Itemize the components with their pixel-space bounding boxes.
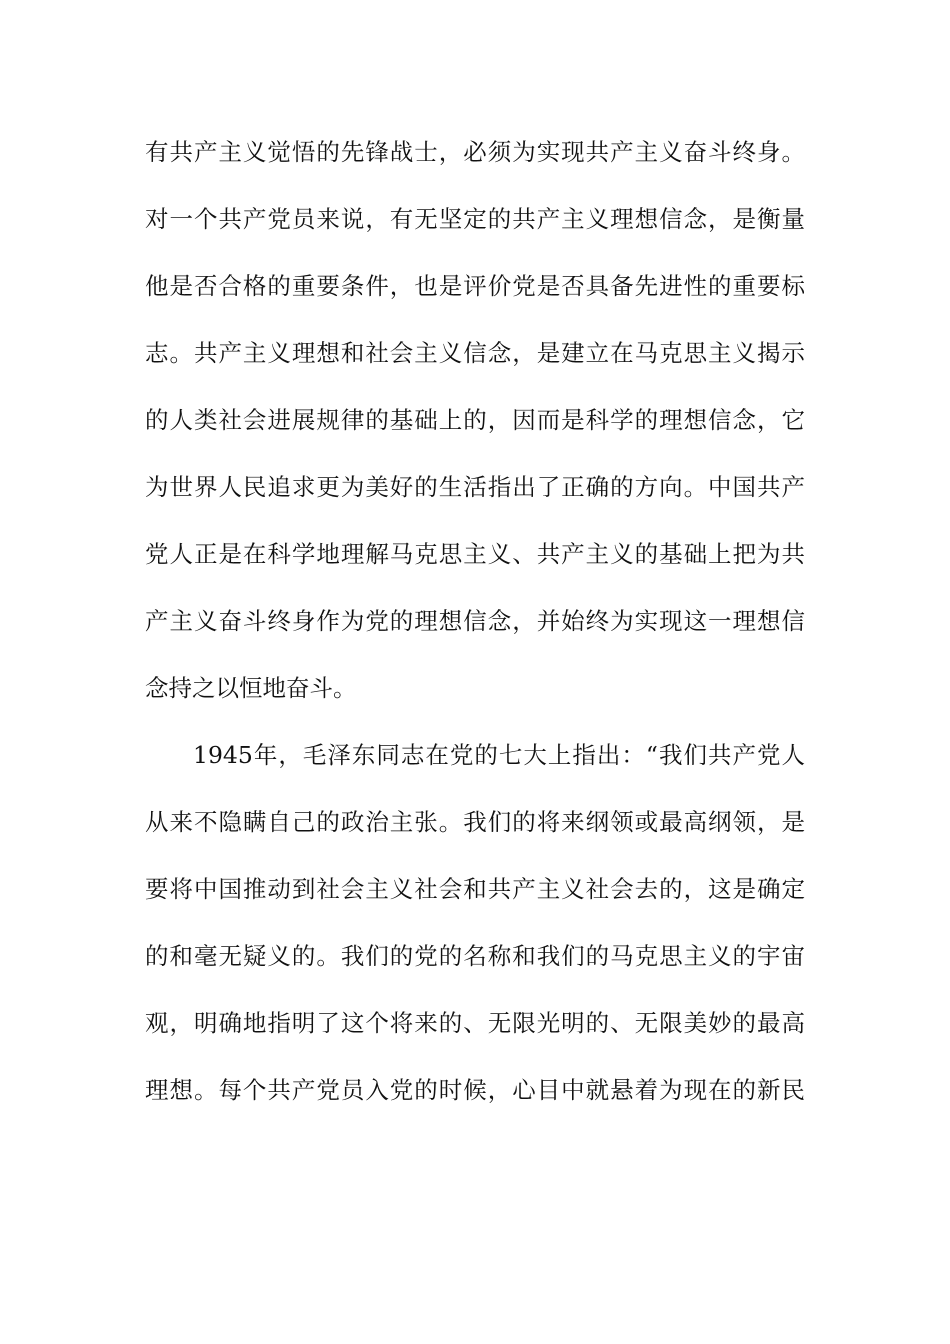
text-line: 党人正是在科学地理解马克思主义、共产主义的基础上把为共 bbox=[145, 540, 805, 568]
text-line: 要将中国推动到社会主义社会和共产主义社会去的，这是确定 bbox=[145, 875, 805, 903]
body-text bbox=[145, 126, 805, 1131]
text-line: 念持之以恒地奋斗。 bbox=[145, 674, 357, 702]
text-line: 的和毫无疑义的。我们的党的名称和我们的马克思主义的宇宙 bbox=[145, 942, 805, 970]
text-line: 对一个共产党员来说，有无坚定的共产主义理想信念，是衡量 bbox=[145, 205, 805, 233]
text-line: 他是否合格的重要条件，也是评价党是否具备先进性的重要标 bbox=[145, 272, 805, 300]
text-line: 有共产主义觉悟的先锋战士，必须为实现共产主义奋斗终身。 bbox=[145, 138, 805, 166]
text-line: 为世界人民追求更为美好的生活指出了正确的方向。中国共产 bbox=[145, 473, 805, 501]
text-line: 志。共产主义理想和社会主义信念，是建立在马克思主义揭示 bbox=[145, 339, 805, 367]
paragraph-start-line: 1945年，毛泽东同志在党的七大上指出：“我们共产党人 bbox=[193, 741, 805, 769]
text-line: 的人类社会进展规律的基础上的，因而是科学的理想信念，它 bbox=[145, 406, 805, 434]
text-line: 观，明确地指明了这个将来的、无限光明的、无限美妙的最高 bbox=[145, 1009, 805, 1037]
text-line: 从来不隐瞒自己的政治主张。我们的将来纲领或最高纲领，是 bbox=[145, 808, 805, 836]
text-line: 理想。每个共产党员入党的时候，心目中就悬着为现在的新民 bbox=[145, 1076, 805, 1104]
text-line: 产主义奋斗终身作为党的理想信念，并始终为实现这一理想信 bbox=[145, 607, 805, 635]
